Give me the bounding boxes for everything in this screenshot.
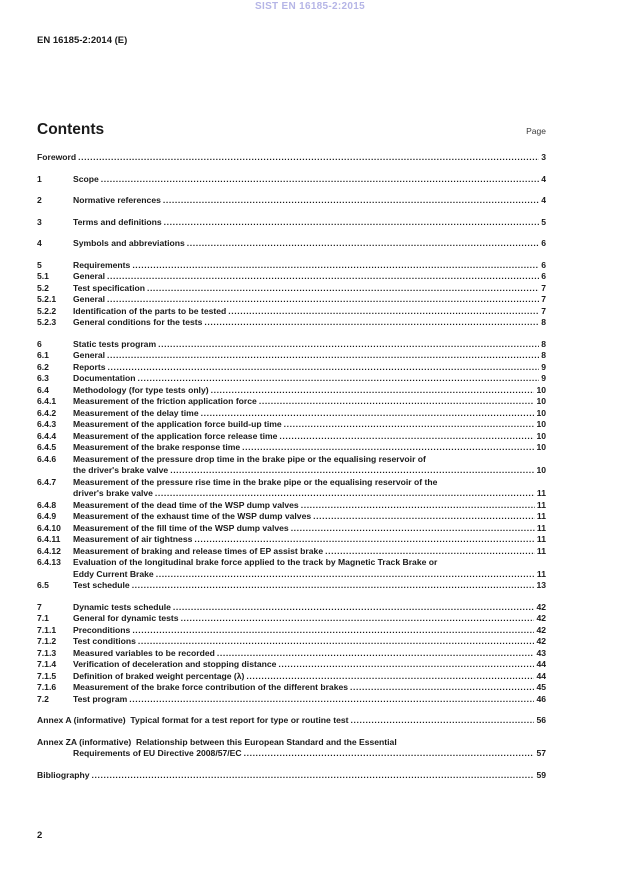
toc-entry-title: Measurement of the application force build-up time bbox=[73, 419, 282, 429]
toc-entry-title: Preconditions bbox=[73, 624, 131, 635]
toc-entry-continuation bbox=[37, 569, 546, 581]
toc-entry-number: 6.3 bbox=[37, 373, 49, 383]
toc-entry bbox=[37, 419, 546, 431]
toc-entry-number: 5 bbox=[37, 259, 42, 270]
toc-entry-title: Test conditions bbox=[73, 636, 136, 646]
toc-entry bbox=[37, 283, 546, 295]
toc-entry-title: Test specification bbox=[73, 282, 145, 293]
toc-dot-leader bbox=[130, 580, 535, 592]
document-reference: EN 16185-2:2014 (E) bbox=[37, 35, 128, 46]
toc-entry-title: Annex A (informative) Typical format for a test report for type or routine test bbox=[37, 715, 349, 725]
toc-dot-leader bbox=[179, 613, 535, 625]
toc-dot-leader bbox=[154, 569, 535, 581]
toc-entry-title: General for dynamic tests bbox=[73, 613, 179, 623]
toc-entry bbox=[37, 373, 546, 385]
toc-entry-number: 5.1 bbox=[37, 271, 49, 281]
toc-dot-leader bbox=[199, 408, 535, 420]
toc-entry bbox=[37, 306, 546, 318]
toc-entry bbox=[37, 294, 546, 306]
toc-dot-leader bbox=[145, 283, 539, 295]
toc-entry bbox=[37, 195, 546, 207]
toc-entry-page: 9 bbox=[541, 373, 546, 383]
toc-dot-leader bbox=[76, 152, 539, 164]
toc-entry-number: 7.1.3 bbox=[37, 647, 57, 658]
watermark-text: SIST EN 16185-2:2015 bbox=[255, 1, 365, 12]
toc-entry-title: Measurement of the brake response time bbox=[73, 442, 241, 452]
toc-entry bbox=[37, 152, 546, 164]
toc-dot-leader bbox=[299, 500, 535, 512]
toc-entry bbox=[37, 636, 546, 648]
toc-entry bbox=[37, 408, 546, 420]
toc-entry-page: 10 bbox=[536, 430, 546, 441]
toc-entry-title-continued: the driver's brake valve bbox=[73, 465, 169, 475]
toc-entry-page: 6 bbox=[541, 259, 546, 270]
toc-entry-number: 7.2 bbox=[37, 693, 49, 704]
toc-entry-number: 6.1 bbox=[37, 350, 49, 360]
toc-entry bbox=[37, 671, 546, 683]
toc-entry-page: 11 bbox=[536, 499, 546, 510]
toc-entry-page: 10 bbox=[536, 442, 546, 452]
toc-entry-page: 11 bbox=[536, 522, 546, 533]
toc-entry-number: 6.4.6 bbox=[37, 453, 57, 464]
toc-entry-continuation bbox=[37, 465, 546, 477]
toc-entry bbox=[37, 625, 546, 637]
toc-entry-number: 6.4.10 bbox=[37, 522, 61, 533]
toc-entry-number: 7.1.6 bbox=[37, 682, 57, 692]
toc-entry-page: 5 bbox=[541, 216, 546, 227]
toc-entry bbox=[37, 431, 546, 443]
toc-entry-number: 6.5 bbox=[37, 580, 49, 590]
toc-entry-page: 42 bbox=[536, 624, 546, 635]
toc-dot-leader bbox=[130, 625, 534, 637]
toc-entry-page: 10 bbox=[536, 384, 546, 395]
toc-entry bbox=[37, 523, 546, 535]
toc-entry-title-continued: driver's brake valve bbox=[73, 488, 153, 498]
toc-entry-title: Requirements bbox=[73, 259, 131, 270]
toc-entry-page: 10 bbox=[536, 465, 546, 475]
toc-entry-page: 11 bbox=[536, 545, 546, 556]
toc-entry-page: 45 bbox=[536, 682, 546, 692]
toc-entry-title: Measurement of the friction application force bbox=[73, 396, 257, 406]
toc-entry-title: Measurement of the application force release time bbox=[73, 430, 278, 441]
toc-entry-number: 6 bbox=[37, 338, 42, 349]
toc-entry-title: Annex ZA (informative) Relationship between this European Standard and the Essential bbox=[37, 736, 397, 747]
toc-entry-title: Measurement of the delay time bbox=[73, 407, 199, 418]
toc-entry-number: 7.1.2 bbox=[37, 636, 57, 646]
toc-entry bbox=[37, 613, 546, 625]
toc-list bbox=[37, 152, 546, 781]
toc-entry bbox=[37, 442, 546, 454]
toc-entry-page: 46 bbox=[536, 693, 546, 704]
toc-dot-leader bbox=[168, 465, 534, 477]
toc-entry-title: Measurement of the fill time of the WSP dump valves bbox=[73, 522, 289, 533]
toc-dot-leader bbox=[209, 385, 535, 397]
toc-entry-number: 6.4.1 bbox=[37, 396, 57, 406]
toc-entry bbox=[37, 477, 546, 489]
toc-entry bbox=[37, 580, 546, 592]
toc-entry bbox=[37, 737, 546, 749]
toc-dot-leader bbox=[105, 362, 539, 374]
toc-dot-leader bbox=[130, 260, 539, 272]
toc-entry-number: 2 bbox=[37, 195, 42, 205]
toc-entry-page: 9 bbox=[541, 361, 546, 372]
toc-entry-number: 5.2.1 bbox=[37, 294, 57, 304]
toc-entry-number: 6.4.4 bbox=[37, 430, 57, 441]
toc-entry-number: 6.2 bbox=[37, 361, 49, 372]
toc-entry-title: Measurement of the pressure drop time in the brake pipe or the equalising reservoir of bbox=[73, 453, 426, 464]
toc-entry bbox=[37, 396, 546, 408]
toc-entry-page: 8 bbox=[541, 317, 546, 327]
toc-entry bbox=[37, 648, 546, 660]
toc-entry-title: Identification of the parts to be tested bbox=[73, 305, 227, 316]
toc-entry bbox=[37, 350, 546, 362]
toc-dot-leader bbox=[90, 770, 535, 782]
toc-dot-leader bbox=[171, 602, 535, 614]
toc-dot-leader bbox=[202, 317, 539, 329]
toc-entry bbox=[37, 260, 546, 272]
toc-entry-page: 59 bbox=[536, 769, 546, 780]
toc-entry bbox=[37, 238, 546, 250]
toc-entry-page: 43 bbox=[536, 647, 546, 658]
toc-dot-leader bbox=[105, 271, 539, 283]
toc-entry-page: 4 bbox=[541, 173, 546, 184]
toc-entry-page: 11 bbox=[536, 488, 546, 498]
toc-entry-title: Evaluation of the longitudinal brake force applied to the track by Magnetic Track Brake or bbox=[73, 557, 438, 567]
toc-entry-page: 7 bbox=[541, 282, 546, 293]
contents-header bbox=[37, 121, 546, 139]
toc-entry bbox=[37, 715, 546, 727]
toc-entry-page: 56 bbox=[536, 715, 546, 725]
toc-entry-continuation bbox=[37, 748, 546, 760]
toc-entry-title: Symbols and abbreviations bbox=[73, 238, 185, 248]
toc-entry-number: 7.1.1 bbox=[37, 624, 57, 635]
toc-entry bbox=[37, 682, 546, 694]
toc-entry-page: 44 bbox=[536, 670, 546, 681]
toc-entry-number: 6.4.3 bbox=[37, 419, 57, 429]
toc-dot-leader bbox=[282, 419, 535, 431]
toc-entry-continuation bbox=[37, 488, 546, 500]
toc-entry bbox=[37, 339, 546, 351]
toc-entry bbox=[37, 362, 546, 374]
toc-entry-page: 10 bbox=[536, 419, 546, 429]
toc-entry-title: Measurement of the brake force contribution of the different brakes bbox=[73, 682, 349, 692]
toc-entry-number: 5.2 bbox=[37, 282, 49, 293]
toc-entry-title: Verification of deceleration and stopping distance bbox=[73, 659, 277, 669]
contents-heading: Contents bbox=[37, 121, 105, 138]
toc-entry-number: 6.4.7 bbox=[37, 476, 57, 487]
toc-dot-leader bbox=[185, 238, 539, 250]
toc-entry-number: 6.4.2 bbox=[37, 407, 57, 418]
toc-entry-number: 1 bbox=[37, 173, 42, 184]
toc-entry-title: Measurement of the exhaust time of the WSP dump valves bbox=[73, 511, 312, 521]
toc-dot-leader bbox=[242, 748, 535, 760]
toc-entry-number: 5.2.3 bbox=[37, 317, 57, 327]
toc-entry bbox=[37, 694, 546, 706]
toc-entry-page: 8 bbox=[541, 350, 546, 360]
toc-entry-page: 42 bbox=[536, 613, 546, 623]
toc-entry bbox=[37, 317, 546, 329]
toc-entry-title: Dynamic tests schedule bbox=[73, 601, 171, 612]
toc-entry-number: 4 bbox=[37, 238, 42, 248]
toc-entry-title: Measurement of the pressure rise time in the brake pipe or the equalising reservoir of the bbox=[73, 476, 438, 487]
toc-entry-title: Static tests program bbox=[73, 338, 157, 349]
toc-dot-leader bbox=[99, 174, 539, 186]
toc-entry-page: 57 bbox=[536, 748, 546, 758]
toc-entry-title: General bbox=[73, 350, 106, 360]
toc-entry bbox=[37, 500, 546, 512]
toc-entry-number: 7.1 bbox=[37, 613, 49, 623]
toc-dot-leader bbox=[349, 715, 535, 727]
toc-entry-number: 7.1.5 bbox=[37, 670, 57, 681]
toc-dot-leader bbox=[257, 396, 535, 408]
toc-entry-number: 3 bbox=[37, 216, 42, 227]
toc-entry-page: 11 bbox=[536, 534, 546, 544]
toc-dot-leader bbox=[240, 442, 534, 454]
toc-entry-title: Bibliography bbox=[37, 769, 90, 780]
toc-entry bbox=[37, 546, 546, 558]
toc-entry-title: Normative references bbox=[73, 195, 161, 205]
toc-dot-leader bbox=[348, 682, 534, 694]
toc-entry-number: 6.4.8 bbox=[37, 499, 57, 510]
toc-entry-number: 6.4.5 bbox=[37, 442, 57, 452]
toc-dot-leader bbox=[153, 488, 535, 500]
toc-entry bbox=[37, 511, 546, 523]
toc-entry bbox=[37, 770, 546, 782]
toc-entry-title: Definition of braked weight percentage (λ) bbox=[73, 670, 245, 681]
toc-entry-title-continued: Requirements of EU Directive 2008/57/EC bbox=[73, 748, 242, 758]
toc-entry-title: Foreword bbox=[37, 152, 77, 162]
toc-dot-leader bbox=[136, 373, 540, 385]
toc-dot-leader bbox=[136, 636, 535, 648]
toc-entry bbox=[37, 659, 546, 671]
toc-entry-title: Terms and definitions bbox=[73, 216, 162, 227]
toc-entry-title: Reports bbox=[73, 361, 106, 372]
toc-entry-page: 4 bbox=[541, 195, 546, 205]
toc-entry bbox=[37, 557, 546, 569]
toc-dot-leader bbox=[192, 534, 535, 546]
toc-entry-title: General bbox=[73, 271, 106, 281]
toc-entry-number: 6.4.12 bbox=[37, 545, 61, 556]
toc-entry-page: 44 bbox=[536, 659, 546, 669]
toc-dot-leader bbox=[276, 659, 534, 671]
footer-page-number: 2 bbox=[37, 830, 43, 841]
toc-entry-title: Scope bbox=[73, 173, 99, 184]
toc-dot-leader bbox=[311, 511, 535, 523]
toc-entry-title: Methodology (for type tests only) bbox=[73, 384, 209, 395]
toc-entry-number: 6.4.9 bbox=[37, 511, 57, 521]
toc-dot-leader bbox=[277, 431, 534, 443]
toc-entry-page: 8 bbox=[541, 338, 546, 349]
toc-entry-title-continued: Eddy Current Brake bbox=[73, 568, 154, 579]
toc-entry-page: 6 bbox=[541, 238, 546, 248]
toc-dot-leader bbox=[127, 694, 534, 706]
toc-entry-title: Measured variables to be recorded bbox=[73, 647, 215, 658]
toc-dot-leader bbox=[156, 339, 539, 351]
toc-dot-leader bbox=[323, 546, 535, 558]
toc-dot-leader bbox=[244, 671, 534, 683]
toc-entry-page: 13 bbox=[536, 580, 546, 590]
toc-entry-page: 7 bbox=[541, 305, 546, 316]
toc-entry-title: Test program bbox=[73, 693, 128, 704]
toc-dot-leader bbox=[289, 523, 535, 535]
toc-entry-title: General conditions for the tests bbox=[73, 317, 203, 327]
toc-dot-leader bbox=[105, 294, 539, 306]
toc-entry-page: 10 bbox=[536, 407, 546, 418]
toc-entry-page: 3 bbox=[541, 152, 546, 162]
toc-entry-page: 42 bbox=[536, 601, 546, 612]
toc-dot-leader bbox=[105, 350, 539, 362]
toc-entry-page: 6 bbox=[541, 271, 546, 281]
toc-entry-page: 11 bbox=[536, 568, 546, 579]
toc-entry-number: 6.4.13 bbox=[37, 557, 61, 567]
toc-dot-leader bbox=[215, 648, 535, 660]
toc-entry-page: 10 bbox=[536, 396, 546, 406]
toc-entry-title: Measurement of air tightness bbox=[73, 534, 193, 544]
page-column-label: Page bbox=[526, 126, 546, 136]
toc-entry bbox=[37, 271, 546, 283]
toc-dot-leader bbox=[226, 306, 539, 318]
toc-entry-number: 6.4.11 bbox=[37, 534, 61, 544]
toc-entry-number: 6.4 bbox=[37, 384, 49, 395]
toc-entry bbox=[37, 174, 546, 186]
toc-entry bbox=[37, 602, 546, 614]
toc-entry-page: 7 bbox=[541, 294, 546, 304]
toc-entry bbox=[37, 217, 546, 229]
toc-entry-page: 11 bbox=[536, 511, 546, 521]
toc-entry-title: General bbox=[73, 294, 106, 304]
toc-entry-page: 42 bbox=[536, 636, 546, 646]
toc-entry-number: 7.1.4 bbox=[37, 659, 57, 669]
toc-entry bbox=[37, 385, 546, 397]
toc-dot-leader bbox=[162, 217, 540, 229]
toc-entry-number: 5.2.2 bbox=[37, 305, 57, 316]
toc-entry-title: Test schedule bbox=[73, 580, 130, 590]
toc-entry-title: Measurement of the dead time of the WSP dump valves bbox=[73, 499, 299, 510]
toc-entry bbox=[37, 534, 546, 546]
toc-dot-leader bbox=[161, 195, 539, 207]
toc-entry-title: Measurement of braking and release times of EP assist brake bbox=[73, 545, 324, 556]
toc-entry-number: 7 bbox=[37, 601, 42, 612]
toc-entry-title: Documentation bbox=[73, 373, 136, 383]
toc-entry bbox=[37, 454, 546, 466]
